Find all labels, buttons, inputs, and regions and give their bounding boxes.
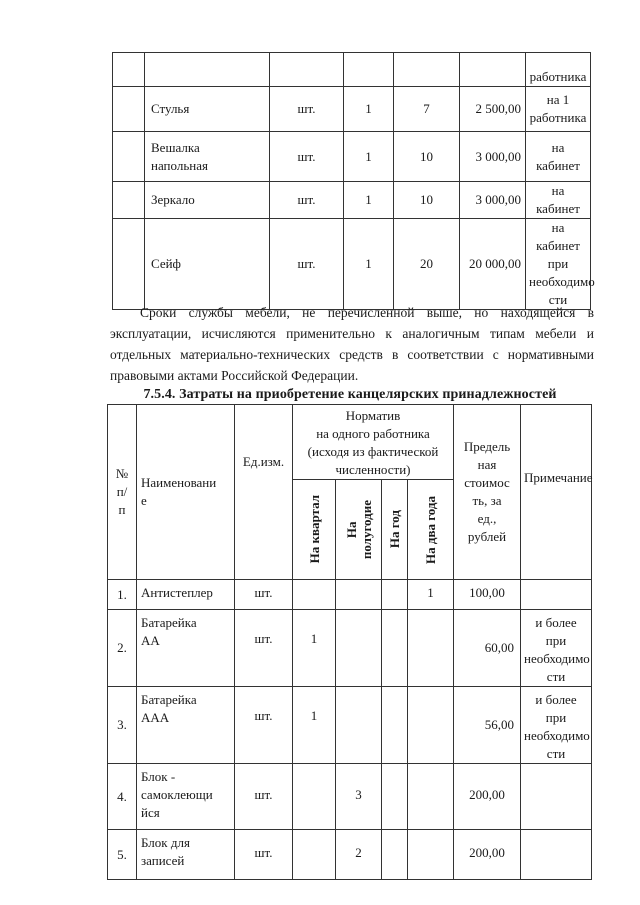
item-note: на кабинет <box>526 132 591 182</box>
table-row <box>108 830 592 880</box>
item-price: 2 500,00 <box>460 87 526 132</box>
row-number: 1. <box>108 580 137 610</box>
item-qty <box>344 53 394 87</box>
item-quarter <box>293 580 336 610</box>
table-row <box>108 764 592 830</box>
item-note: на 1 работника <box>526 87 591 132</box>
item-twoyears <box>408 610 454 687</box>
item-name: Батарейка ААА <box>137 687 235 764</box>
item-note <box>521 830 592 880</box>
item-halfyear <box>336 610 382 687</box>
item-life: 7 <box>394 87 460 132</box>
header-year-cell <box>382 480 408 580</box>
table-row <box>108 610 592 687</box>
item-price: 200,00 <box>454 830 521 880</box>
header-halfyear-cell <box>336 480 382 580</box>
section-heading: 7.5.4. Затраты на приобретение канцелярских принадлежностей <box>143 387 557 402</box>
item-quarter: 1 <box>293 687 336 764</box>
item-note: работника <box>526 53 591 87</box>
header-row <box>108 405 592 480</box>
item-qty: 1 <box>344 132 394 182</box>
header-twoyears-cell <box>408 480 454 580</box>
header-name: Наименовани е <box>137 405 235 580</box>
item-unit: шт. <box>270 182 344 219</box>
item-life: 10 <box>394 182 460 219</box>
table-row <box>108 580 592 610</box>
table-row <box>113 132 591 182</box>
furniture-table <box>112 52 595 310</box>
item-name: Сейф <box>145 219 270 310</box>
item-price: 56,00 <box>454 687 521 764</box>
item-twoyears: 1 <box>408 580 454 610</box>
item-unit: шт. <box>235 687 293 764</box>
header-quarter: На квартал <box>306 495 322 564</box>
table-row <box>113 182 591 219</box>
row-number: 3. <box>108 687 137 764</box>
item-note: на кабинет при необходимо сти <box>526 219 591 310</box>
row-number: 5. <box>108 830 137 880</box>
item-note: и более при необходимо сти <box>521 687 592 764</box>
item-name: Зеркало <box>145 182 270 219</box>
item-year <box>382 580 408 610</box>
item-price: 200,00 <box>454 764 521 830</box>
item-name: Батарейка АА <box>137 610 235 687</box>
item-price: 3 000,00 <box>460 182 526 219</box>
item-year <box>382 610 408 687</box>
header-year: На год <box>387 510 402 549</box>
row-number: 4. <box>108 764 137 830</box>
item-life <box>394 53 460 87</box>
item-life: 20 <box>394 219 460 310</box>
item-unit <box>270 53 344 87</box>
item-price: 3 000,00 <box>460 132 526 182</box>
item-twoyears <box>408 830 454 880</box>
item-quarter: 1 <box>293 610 336 687</box>
item-twoyears <box>408 764 454 830</box>
item-note: на кабинет <box>526 182 591 219</box>
item-name <box>145 53 270 87</box>
row-number: 2. <box>108 610 137 687</box>
table-row <box>113 87 591 132</box>
item-halfyear: 2 <box>336 830 382 880</box>
item-price: 60,00 <box>454 610 521 687</box>
item-unit: шт. <box>270 219 344 310</box>
header-halfyear: На полугодие <box>343 499 374 560</box>
header-unit: Ед.изм. <box>235 405 293 580</box>
item-halfyear: 3 <box>336 764 382 830</box>
item-name: Стулья <box>145 87 270 132</box>
item-name: Антистеплер <box>137 580 235 610</box>
item-price: 100,00 <box>454 580 521 610</box>
header-twoyears: На два года <box>423 495 438 564</box>
item-year <box>382 687 408 764</box>
item-name: Блок - самоклеющи йся <box>137 764 235 830</box>
item-unit: шт. <box>235 830 293 880</box>
paragraph-text: Сроки службы мебели, не перечисленной выше, но находящейся в эксплуатации, исчисляются применительно к аналогичным типам мебели и отдельных материально-технических средств в соответствии с нормативными правовыми актами Российской Федерации. <box>110 305 594 383</box>
item-unit: шт. <box>235 580 293 610</box>
item-name: Блок для записей <box>137 830 235 880</box>
header-note: Примечание <box>521 405 592 580</box>
table-row <box>113 53 591 87</box>
table-row <box>113 219 591 310</box>
table-row <box>108 687 592 764</box>
item-note <box>521 764 592 830</box>
item-unit: шт. <box>235 764 293 830</box>
item-quarter <box>293 764 336 830</box>
item-quarter <box>293 830 336 880</box>
supplies-table <box>107 404 592 880</box>
header-norm: Норматив на одного работника (исходя из фактической численности) <box>293 405 454 480</box>
item-note: и более при необходимо сти <box>521 610 592 687</box>
item-unit: шт. <box>270 87 344 132</box>
service-life-paragraph <box>110 302 594 386</box>
header-quarter-cell <box>293 480 336 580</box>
item-note <box>521 580 592 610</box>
header-number: № п/ п <box>108 405 137 580</box>
item-unit: шт. <box>235 610 293 687</box>
item-qty: 1 <box>344 182 394 219</box>
item-qty: 1 <box>344 87 394 132</box>
item-life: 10 <box>394 132 460 182</box>
item-halfyear <box>336 580 382 610</box>
item-price: 20 000,00 <box>460 219 526 310</box>
item-qty: 1 <box>344 219 394 310</box>
item-price <box>460 53 526 87</box>
item-name: Вешалка напольная <box>145 132 270 182</box>
item-halfyear <box>336 687 382 764</box>
item-unit: шт. <box>270 132 344 182</box>
item-year <box>382 830 408 880</box>
item-twoyears <box>408 687 454 764</box>
item-year <box>382 764 408 830</box>
header-price: Предель ная стоимос ть, за ед., рублей <box>454 405 521 580</box>
